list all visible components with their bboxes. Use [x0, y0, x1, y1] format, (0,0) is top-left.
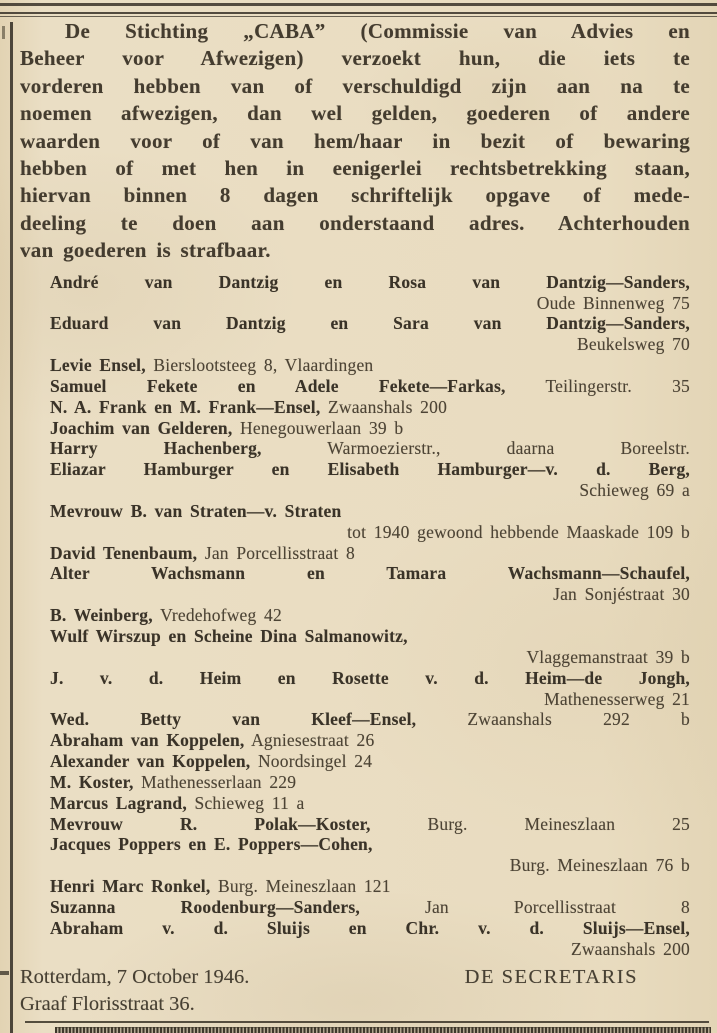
- entry-address: Beukelsweg 70: [576, 334, 690, 355]
- left-column-rule: [10, 22, 13, 1033]
- entry-name: Alter Wachsmann en Tamara Wachsmann—Schaufel,: [50, 563, 690, 584]
- paragraph-line: van goederen is strafbaar.: [20, 238, 271, 263]
- list-entry: [20, 647, 690, 668]
- entry-name: Marcus Lagrand,: [50, 792, 187, 813]
- entry-address: Vlaggemanstraat 39 b: [526, 646, 690, 667]
- entry-address: Zwaanshals 200: [327, 396, 448, 417]
- list-entry: [20, 730, 690, 751]
- entry-name: Joachim van Gelderen,: [50, 417, 233, 438]
- entry-address: Jan Porcellisstraat 8: [424, 896, 690, 917]
- entry-address: Zwaanshals 200: [570, 938, 690, 959]
- footer-row: [20, 964, 690, 992]
- entry-name: Suzanna Roodenburg—Sanders,: [50, 896, 360, 917]
- list-entry: [20, 751, 690, 772]
- list-entry: [20, 876, 690, 897]
- entry-name: N. A. Frank en M. Frank—Ensel,: [50, 396, 321, 417]
- paragraph-line: vorderen hebben van of verschuldigd zijn aan na te: [20, 73, 690, 98]
- paragraph-line: deeling te doen aan onderstaand adres. Achterhouden: [20, 210, 690, 235]
- entry-address: tot 1940 gewoond hebbende Maaskade 109 b: [347, 521, 690, 542]
- scan-edge-artifact: [2, 26, 5, 39]
- list-entry: [20, 814, 690, 835]
- entry-address: Burg. Meineszlaan 25: [427, 813, 691, 834]
- list-entry: [20, 376, 690, 397]
- entry-name: David Tenenbaum,: [50, 542, 198, 563]
- entry-name: Mevrouw R. Polak—Koster,: [50, 813, 371, 834]
- entry-address: Vredehofweg 42: [160, 605, 282, 626]
- list-entry: [20, 709, 690, 730]
- entry-address: Jan Sonjéstraat 30: [553, 584, 690, 605]
- list-entry: [20, 897, 690, 918]
- entry-name: Jacques Poppers en E. Poppers—Cohen,: [50, 834, 373, 855]
- paragraph-line: waarden voor of van hem/haar in bezit of bewaring: [20, 128, 690, 153]
- entry-name: M. Koster,: [50, 771, 134, 792]
- paragraph-line: noemen afwezigen, dan wel gelden, goederen of andere: [20, 101, 690, 126]
- margin-mark: [0, 971, 9, 975]
- entry-name: Samuel Fekete en Adele Fekete—Farkas,: [50, 375, 506, 396]
- signature: DE SECRETARIS: [464, 965, 638, 988]
- list-entry: [20, 793, 690, 814]
- entry-address: Jan Porcellisstraat 8: [204, 542, 355, 563]
- next-article-band: [55, 1027, 711, 1033]
- top-rule-thick: [0, 3, 717, 6]
- entry-address: Burg. Meineszlaan 76 b: [509, 855, 690, 876]
- entry-name: Henri Marc Ronkel,: [50, 876, 211, 897]
- paragraph-line: De Stichting „CABA” (Commissie van Advies en: [65, 19, 690, 43]
- date-place: Rotterdam, 7 October 1946.: [20, 965, 250, 988]
- entry-name: Levie Ensel,: [50, 355, 146, 376]
- notice-paragraph: [20, 18, 690, 265]
- list-entry: [20, 480, 690, 501]
- list-entry: [20, 313, 690, 334]
- entry-address: Henegouwerlaan 39 b: [240, 417, 404, 438]
- entry-name: Alexander van Koppelen,: [50, 751, 251, 772]
- paragraph-line: Beheer voor Afwezigen) verzoekt hun, die iets te: [20, 46, 690, 71]
- list-entry: [20, 563, 690, 584]
- list-entry: [20, 293, 690, 314]
- paragraph-line: hebben of met hen in eenigerlei rechtsbetrekking staan,: [20, 156, 690, 181]
- paragraph-line: hiervan binnen 8 dagen schriftelijk opgave of mede-: [20, 183, 690, 208]
- list-entry: [20, 543, 690, 564]
- entry-address: Schieweg 11 a: [194, 792, 305, 813]
- entry-name: Abraham v. d. Sluijs en Chr. v. d. Sluijs—Ensel,: [50, 917, 690, 938]
- top-rule-double-a: [0, 12, 717, 14]
- list-entry: [20, 855, 690, 876]
- list-entry: [20, 668, 690, 689]
- entry-name: Eduard van Dantzig en Sara van Dantzig—Sanders,: [50, 313, 690, 334]
- list-entry: [20, 418, 690, 439]
- list-entry: [20, 397, 690, 418]
- list-entry: [20, 272, 690, 293]
- notice-content: [20, 18, 690, 1019]
- list-entry: [20, 438, 690, 459]
- list-entry: [20, 355, 690, 376]
- list-entry: [20, 334, 690, 355]
- entry-address: Schieweg 69 a: [579, 480, 690, 501]
- entry-address: Noordsingel 24: [257, 751, 373, 772]
- list-entry: [20, 772, 690, 793]
- entry-name: André van Dantzig en Rosa van Dantzig—Sanders,: [50, 271, 690, 292]
- list-entry: [20, 918, 690, 939]
- footer-address: Graaf Florisstraat 36.: [20, 993, 195, 1015]
- list-entry: [20, 626, 690, 647]
- bottom-rule: [25, 1021, 709, 1023]
- entry-name: Harry Hachenberg,: [50, 438, 262, 459]
- entry-address: Mathenesserweg 21: [544, 688, 690, 709]
- list-entry: [20, 584, 690, 605]
- entry-name: Eliazar Hamburger en Elisabeth Hamburger—v. d. Berg,: [50, 459, 690, 480]
- list-entry: [20, 522, 690, 543]
- entry-name: Mevrouw B. van Straten—v. Straten: [50, 500, 342, 521]
- entry-name: Wulf Wirszup en Scheine Dina Salmanowitz,: [50, 626, 408, 646]
- entry-name: J. v. d. Heim en Rosette v. d. Heim—de Jongh,: [50, 667, 690, 688]
- entry-name: Wed. Betty van Kleef—Ensel,: [50, 709, 417, 730]
- list-entry: [20, 605, 690, 626]
- entry-address: Bierslootsteeg 8, Vlaardingen: [153, 355, 374, 376]
- entries-list: [20, 272, 690, 960]
- list-entry: [20, 689, 690, 710]
- entry-name: Abraham van Koppelen,: [50, 730, 245, 751]
- entry-address: Zwaanshals 292 b: [467, 709, 690, 730]
- list-entry: [20, 834, 690, 855]
- entry-address: Burg. Meineszlaan 121: [218, 876, 391, 897]
- entry-address: Oude Binnenweg 75: [536, 292, 690, 313]
- entry-name: B. Weinberg,: [50, 605, 153, 626]
- entry-address: Teilingerstr. 35: [545, 375, 691, 396]
- entry-address: Warmoezierstr., daarna Boreelstr.: [327, 438, 690, 459]
- list-entry: [20, 939, 690, 960]
- list-entry: [20, 459, 690, 480]
- entry-address: Mathenesserlaan 229: [141, 771, 297, 792]
- entry-address: Agniesestraat 26: [251, 730, 375, 751]
- list-entry: [20, 501, 690, 522]
- top-rule-double-b: [0, 16, 717, 17]
